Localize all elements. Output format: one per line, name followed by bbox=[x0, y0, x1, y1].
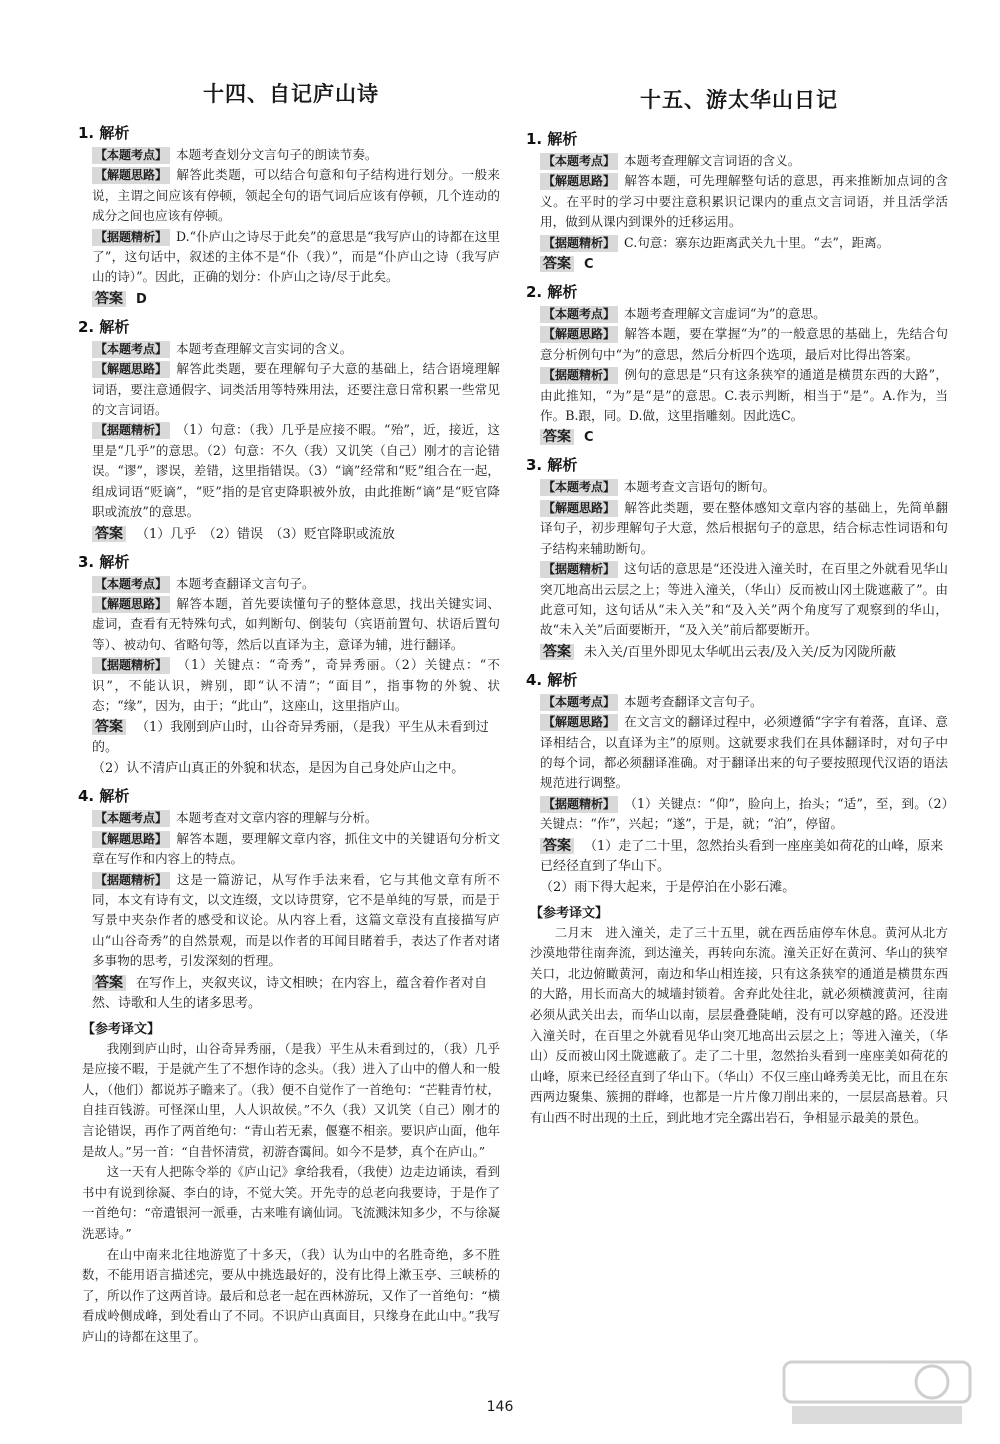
q3-silu bbox=[82, 594, 500, 655]
tag-label: 【解题思路】 bbox=[540, 714, 618, 731]
section-title-14: 十四、自记庐山诗 bbox=[203, 82, 379, 106]
tag-label: 【据题精析】 bbox=[92, 872, 170, 889]
q4-silu-text: 解答本题，要理解文章内容，抓住文中的关键语句分析文章在写作和内容上的特点。 bbox=[92, 830, 500, 867]
r-q1-kaodian bbox=[530, 151, 948, 171]
q3-jingxi-text: （1）关键点：“奇秀”，奇异秀丽。（2）关键点：“不识”，不能认识，辨别，即“认不清”；“面目”，指事物的外貌、状态；“缘”，因为，由于；“此山”，这座山，这里指庐山。 bbox=[92, 657, 500, 713]
q2-kaodian-text: 本题考查理解文言实词的含义。 bbox=[176, 340, 353, 356]
q3-kaodian-text: 本题考查翻译文言句子。 bbox=[176, 575, 315, 591]
r-q2-jingxi-text: 例句的意思是“只有这条狭窄的通道是横贯东西的大路”，由此推知，“为”是“是”的意思。C.表示判断，相当于“是”。A.作为，当作。B.跟，同。D.做，这里指雕刻。因此选C。 bbox=[540, 367, 948, 424]
answer-label: 答案 bbox=[540, 429, 574, 445]
r-q1-kaodian-text: 本题考查理解文言词语的含义。 bbox=[624, 153, 801, 168]
q1-answer-text: D bbox=[136, 291, 147, 307]
r-q3-silu-text: 解答此类题，要在整体感知文章内容的基础上，先简单翻译句子，初步理解句子大意，然后根据句子的意思，结合标志性词语和句子结构来辅助断句。 bbox=[540, 499, 948, 556]
q4-jingxi bbox=[82, 870, 500, 972]
r-q3-kaodian-text: 本题考查文言语句的断句。 bbox=[624, 479, 776, 495]
r-q3-jingxi-text: 这句话的意思是“还没进入潼关时，在百里之外就看见华山突兀地高出云层之上；等进入潼关，（华山）反而被山冈土陇遮蔽了”。由此意可知，这句话从“未入关”和“及入关”两个角度写了观察到的华山，故“未入关”后面要断开，“及入关”前后都要断开。 bbox=[540, 561, 948, 638]
tag-label: 【本题考点】 bbox=[540, 694, 618, 711]
r-q2-kaodian bbox=[530, 304, 948, 324]
r-q2-answer bbox=[530, 427, 948, 448]
reference-translation-heading: 【参考译文】 bbox=[82, 1021, 161, 1037]
q1-kaodian-text: 本题考查划分文言句子的朗读节奏。 bbox=[176, 147, 378, 162]
tag-label: 【解题思路】 bbox=[92, 596, 170, 613]
q2-answer-text: （1）几乎 （2）错误 （3）贬官降职或流放 bbox=[136, 526, 395, 542]
q4-kaodian bbox=[82, 808, 500, 828]
reference-translation-heading: 【参考译文】 bbox=[530, 905, 609, 921]
r-q4-kaodian bbox=[530, 692, 948, 712]
question-3-heading: 3. 解析 bbox=[78, 552, 130, 571]
r-q2-silu bbox=[530, 324, 948, 365]
r-q2-answer-text: C bbox=[584, 430, 594, 446]
answer-label: 答案 bbox=[540, 644, 574, 660]
translation-paragraph: 二月末 进入潼关，走了三十五里，就在西岳庙停车休息。黄河从北方沙漠地带往南奔流，到达潼关，再转向东流。潼关正好在黄河、华山的狭窄关口，北边俯瞰黄河，南边和华山相连接，只有这条狭窄的通道是横贯东西的大路，用长而高大的城墙封锁着。舍弃此处往北，就必须横渡黄河，往南必须从武关出去，而华山以南，层层叠叠陡峭，没有可以穿越的路。还没进入潼关时，在百里之外就看见华山突兀地高出云层之上；等进入潼关，（华山）反而被山冈土陇遮蔽了。走了二十里，忽然抬头看到一座座美如荷花的山峰，原来已经径直到了华山下。（华山）不仅三座山峰秀美无比，而且在东西两边聚集、簇拥的群峰，也都是一片片像刀削出来的，一层层高悬着。只有山西不时出现的土丘，到此地才完全露出岩石，争相显示最美的景色。 bbox=[530, 924, 948, 1125]
tag-label: 【解题思路】 bbox=[92, 361, 170, 378]
r-q3-answer-text: 未入关/百里外即见太华屼出云表/及入关/反为冈陇所蔽 bbox=[584, 644, 897, 660]
question-1-heading: 1. 解析 bbox=[526, 130, 578, 148]
tag-label: 【据题精析】 bbox=[540, 796, 618, 813]
q3-silu-text: 解答本题，首先要读懂句子的整体意思，找出关键实词、虚词，查看有无特殊句式，如判断句、倒装句（宾语前置句、状语后置句等）、被动句、省略句等，然后以直译为主，意译为辅，进行翻译。 bbox=[92, 595, 500, 652]
answer-label: 答案 bbox=[92, 719, 126, 735]
q4-answer-text: 在写作上，夹叙夹议，诗文相映；在内容上，蕴含着作者对自然、诗歌和人生的诸多思考。 bbox=[92, 975, 488, 1011]
answer-label: 答案 bbox=[540, 256, 574, 272]
question-2-heading: 2. 解析 bbox=[526, 283, 578, 302]
q3-answer-2 bbox=[82, 759, 500, 779]
q4-kaodian-text: 本题考查对文章内容的理解与分析。 bbox=[176, 810, 378, 826]
answer-label: 答案 bbox=[92, 975, 126, 991]
r-q4-answer bbox=[530, 836, 948, 877]
r-q4-jingxi bbox=[530, 794, 948, 835]
r-q3-kaodian bbox=[530, 477, 948, 497]
r-q3-answer bbox=[530, 642, 948, 663]
tag-label: 【本题考点】 bbox=[540, 306, 618, 323]
tag-label: 【本题考点】 bbox=[540, 479, 618, 496]
q1-jingxi-text: D.“仆庐山之诗尽于此矣”的意思是“我写庐山的诗都在这里了”，这句话中，叙述的主体不是“仆（我）”，而是“仆庐山之诗（我写庐山的诗）”。因此，正确的划分：仆庐山之诗/尽于此矣。 bbox=[92, 228, 500, 285]
tag-label: 【据题精析】 bbox=[540, 561, 618, 578]
question-4-heading: 4. 解析 bbox=[78, 787, 130, 806]
page-number: 146 bbox=[486, 1399, 514, 1415]
r-q1-jingxi bbox=[530, 233, 948, 253]
translation-paragraph: 这一天有人把陈令举的《庐山记》拿给我看，（我使）边走边诵读，看到书中有说到徐凝、李白的诗，不觉大笑。开先寺的总老向我要诗，于是作了一首绝句：“帝遣银河一派垂，古来唯有谪仙词。飞流溅沫知多少，不与徐凝洗恶诗。” bbox=[82, 1164, 500, 1241]
r-q4-answer-text-2: （2）雨下得大起来，于是停泊在小影石滩。 bbox=[540, 879, 796, 895]
r-q4-silu-text: 在文言文的翻译过程中，必须遵循“字字有着落，直译、意译相结合，以直译为主”的原则。这就要求我们在具体翻译时，对句子中的每个词，都必须翻译准确。对于翻译出来的句子要按照现代汉语的语法规范进行调整。 bbox=[540, 714, 948, 791]
r-q3-jingxi bbox=[530, 559, 948, 641]
q1-jingxi bbox=[82, 227, 500, 288]
q2-jingxi bbox=[82, 420, 500, 522]
r-q3-silu bbox=[530, 498, 948, 559]
r-q1-silu-text: 解答本题，可先理解整句话的意思，再来推断加点词的含义。在平时的学习中要注意积累识记课内的重点文言词语，并且活学活用，做到从课内到课外的迁移运用。 bbox=[540, 173, 948, 230]
tag-label: 【解题思路】 bbox=[92, 831, 170, 848]
r-q4-answer-text-1: （1）走了二十里，忽然抬头看到一座座美如荷花的山峰，原来已经径直到了华山下。 bbox=[540, 838, 944, 874]
q2-answer bbox=[82, 524, 500, 545]
tag-label: 【据题精析】 bbox=[540, 235, 618, 252]
r-q4-jingxi-text: （1）关键点：“仰”，脸向上，抬头；“适”，至，到。（2）关键点：“作”，兴起；“遂”，于是，就；“泊”，停留。 bbox=[540, 795, 948, 832]
r-q1-silu bbox=[530, 171, 948, 232]
q3-answer bbox=[82, 717, 500, 758]
q3-kaodian bbox=[82, 574, 500, 594]
q1-silu bbox=[82, 165, 500, 226]
tag-label: 【解题思路】 bbox=[540, 326, 618, 343]
tag-label: 【据题精析】 bbox=[92, 657, 170, 674]
r-q1-answer-text: C bbox=[584, 257, 594, 273]
q4-silu bbox=[82, 829, 500, 870]
q2-silu-text: 解答此类题，要在理解句子大意的基础上，结合语境理解词语，要注意通假字、词类活用等特殊用法，还要注意日常积累一些常见的文言词语。 bbox=[92, 361, 500, 418]
r-q2-kaodian-text: 本题考查理解文言虚词“为”的意思。 bbox=[624, 306, 826, 322]
tag-label: 【本题考点】 bbox=[540, 153, 618, 170]
translation-paragraph: 在山中南来北往地游览了十多天，（我）认为山中的名胜奇绝，多不胜数，不能用语言描述完，要从中挑选最好的，没有比得上漱玉亭、三峡桥的了，所以作了这两首诗。最后和总老一起在西林游玩，又作了一首绝句：“横看成岭侧成峰，到处看山了不同。不识庐山真面目，只缘身在此山中。”我写庐山的诗都在这里了。 bbox=[82, 1246, 500, 1344]
q1-silu-text: 解答此类题，可以结合句意和句子结构进行划分。一般来说，主谓之间应该有停顿，领起全句的语气词后应该有停顿，几个连动的成分之间也应该有停顿。 bbox=[92, 167, 500, 224]
q1-answer bbox=[82, 289, 500, 310]
tag-label: 【据题精析】 bbox=[92, 229, 170, 246]
answer-label: 答案 bbox=[540, 838, 574, 854]
q2-silu bbox=[82, 359, 500, 420]
tag-label: 【解题思路】 bbox=[92, 167, 170, 184]
tag-label: 【据题精析】 bbox=[540, 367, 618, 384]
answer-label: 答案 bbox=[92, 291, 126, 307]
question-3-heading: 3. 解析 bbox=[526, 456, 578, 475]
tag-label: 【本题考点】 bbox=[92, 810, 170, 827]
q4-answer bbox=[82, 973, 500, 1014]
q2-kaodian bbox=[82, 339, 500, 359]
q4-jingxi-text: 这是一篇游记，从写作手法来看，它与其他文章有所不同，本文有诗有文，以文连缀，文以诗贯穿，它不是单纯的写景，而是于写景中夹杂作者的感受和议论。从内容上看，这篇文章没有直接描写庐山“山谷奇秀”的自然景观，而是以作者的耳闻目睹着手，表达了作者对诸多事物的思考，引发深刻的哲理。 bbox=[92, 871, 500, 969]
tag-label: 【本题考点】 bbox=[92, 147, 170, 164]
q2-jingxi-text: （1）句意：（我）几乎是应接不暇。“殆”，近，接近，这里是“几乎”的意思。（2）句意：不久（我）又讥笑（自己）刚才的言论错误。“谬”，谬误，差错，这里指错误。（3）“谪”经常和“贬”组合在一起，组成词语“贬谪”，“贬”指的是官吏降职被外放，由此推断“谪”是“贬官降职或流放”的意思。 bbox=[92, 422, 500, 520]
question-2-heading: 2. 解析 bbox=[78, 317, 130, 336]
answer-label: 答案 bbox=[92, 526, 126, 542]
tag-label: 【解题思路】 bbox=[540, 173, 618, 190]
r-q1-jingxi-text: C.句意：寨东边距离武关九十里。“去”，距离。 bbox=[624, 234, 890, 250]
translation-paragraph: 我刚到庐山时，山谷奇异秀丽，（是我）平生从未看到过的，（我）几乎是应接不暇，于是就产生了不想作诗的念头。（我）进入了山中的僧人和一般人，（他们）都说苏子瞻来了。（我）便不自觉作了一首绝句：“芒鞋青竹杖，自挂百钱游。可怪深山里，人人识故侯。”不久（我）又讥笑（自己）刚才的言论错误，再作了两首绝句：“青山若无素，偃蹇不相亲。要识庐山面，他年是故人。”另一首：“自昔怀清赏，初游杳霭间。如今不是梦，真个在庐山。” bbox=[82, 1040, 500, 1159]
r-q4-silu bbox=[530, 712, 948, 794]
question-4-heading: 4. 解析 bbox=[526, 670, 578, 689]
r-q2-jingxi bbox=[530, 365, 948, 426]
tag-label: 【本题考点】 bbox=[92, 576, 170, 593]
r-q4-answer-2 bbox=[530, 878, 948, 898]
tag-label: 【本题考点】 bbox=[92, 341, 170, 358]
tag-label: 【解题思路】 bbox=[540, 500, 618, 517]
r-q1-answer bbox=[530, 254, 948, 275]
tag-label: 【据题精析】 bbox=[92, 422, 170, 439]
section-title-15: 十五、游太华山日记 bbox=[640, 88, 838, 112]
q3-jingxi bbox=[82, 655, 500, 716]
watermark-logo bbox=[782, 1358, 972, 1428]
q1-kaodian bbox=[82, 145, 500, 165]
r-q4-kaodian-text: 本题考查翻译文言句子。 bbox=[624, 693, 763, 709]
q3-answer-text-2: （2）认不清庐山真正的外貌和状态，是因为自己身处庐山之中。 bbox=[92, 761, 465, 777]
q3-answer-text-1: （1）我刚到庐山时，山谷奇异秀丽，（是我）平生从未看到过的。 bbox=[92, 720, 489, 756]
left-column bbox=[78, 70, 500, 1348]
question-1-heading: 1. 解析 bbox=[78, 124, 130, 142]
r-q2-silu-text: 解答本题，要在掌握“为”的一般意思的基础上，先结合句意分析例句中“为”的意思，然后分析四个选项，最后对比得出答案。 bbox=[540, 326, 948, 362]
right-column bbox=[526, 76, 948, 1129]
